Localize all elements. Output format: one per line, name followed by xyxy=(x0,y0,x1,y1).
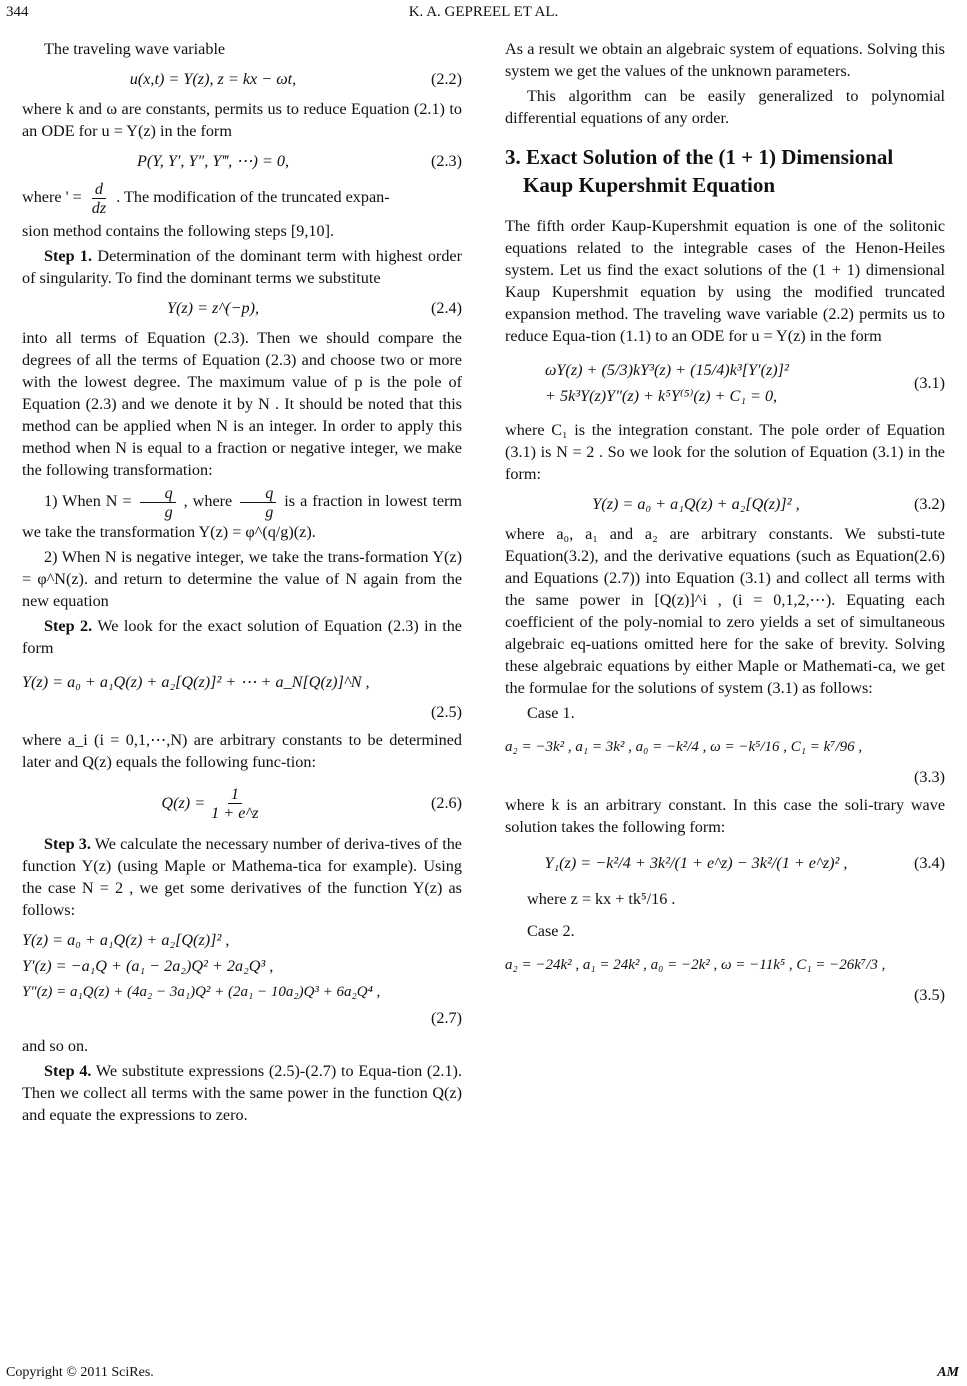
equation-body: a₂ = −24k² , a₁ = 24k² , a₀ = −2k² , ω = −11k⁵ , C₁ = −26k⁷/3 , xyxy=(505,957,886,973)
paragraph xyxy=(22,833,462,921)
numerator: q xyxy=(140,484,176,503)
step-label: Step 4. xyxy=(44,1062,92,1080)
numerator: 1 xyxy=(228,785,242,804)
numerator: d xyxy=(92,180,106,199)
paragraph xyxy=(22,1060,462,1126)
paragraph: where a₀, a₁ and a₂ are arbitrary constants. We substi-tute Equation(3.2), and the derivative equations (such as Equation(2.6) and Equations (2.7)) into Equation (3.1) and collect all terms with the same power in [Q(z)]^i , (i = 0,1,2,⋯). Equating each coefficient of the poly-nomial to zero yields a set of simultaneous algebraic eq-uations omitted here for the sake of brevity. Solving these algebraic equations by either Maple or Mathemati-ca, we get the formulae for the solutions of system (3.1) as follows: xyxy=(505,525,945,697)
equation-number: (3.2) xyxy=(913,495,945,513)
fraction xyxy=(208,785,261,822)
text-span: We look for the exact solution of Equation (2.3) in the form xyxy=(22,617,462,657)
paragraph xyxy=(22,615,462,659)
fraction xyxy=(89,180,109,217)
text-span: . The modification of the truncated expan- xyxy=(116,188,390,207)
paragraph xyxy=(22,245,462,289)
equation-2-3 xyxy=(22,150,462,172)
paragraph: The traveling wave variable xyxy=(44,40,226,58)
equation-3-1 xyxy=(505,357,945,409)
left-column xyxy=(22,38,462,1129)
equation-number: (2.6) xyxy=(430,794,462,812)
equation-line: + 5k³Y(z)Y″(z) + k⁵Y⁽⁵⁾(z) + C₁ = 0, xyxy=(545,387,778,405)
equation-2-5 xyxy=(22,671,462,693)
paragraph: 2) When N is negative integer, we take the trans-formation Y(z) = φ^N(z). and return to determine the value of N again from the new equation xyxy=(22,548,462,610)
equation-number: (3.5) xyxy=(913,986,945,1004)
equation-line: Y′(z) = −a₁Q + (a₁ − 2a₂)Q² + 2a₂Q³ , xyxy=(22,957,274,975)
text-span: We calculate the necessary number of deriva-tives of the function Y(z) (using Maple or Mathema-tica for example). Using the case N = 2 , we get some derivatives of the function Y(z) as follows: xyxy=(22,835,462,919)
equation-line: ωY(z) + (5/3)kY³(z) + (15/4)k³[Y′(z)]² xyxy=(545,361,789,379)
equation-number: (3.1) xyxy=(913,374,945,392)
paragraph: This algorithm can be easily generalized to polynomial differential equations of any order. xyxy=(505,87,945,127)
right-column xyxy=(505,38,945,1012)
section-heading: 3. Exact Solution of the (1 + 1) Dimensional Kaup Kupershmit Equation xyxy=(505,145,894,197)
fraction xyxy=(140,484,176,521)
step-label: Step 3. xyxy=(44,835,91,853)
equation-line: Y″(z) = a₁Q(z) + (4a₂ − 3a₁)Q² + (2a₁ − 10a₂)Q³ + 6a₂Q⁴ , xyxy=(22,984,381,1000)
equation-body: Y(z) = a₀ + a₁Q(z) + a₂[Q(z)]² + ⋯ + a_N[Q(z)]^N , xyxy=(22,673,370,691)
paragraph: into all terms of Equation (2.3). Then we should compare the degrees of all the terms of Equation (2.3) and choose two or more with the lowest degree. The maximum value of p is the pole of Equation (2.3) and we denote it by N . It should be noted that this method can be applied when N is an integer. In order to apply this method when N is equal to a fraction or negative integer, we make the following transformation: xyxy=(22,329,462,479)
paragraph: where a_i (i = 0,1,⋯,N) are arbitrary constants to be determined later and Q(z) equals the following func-tion: xyxy=(22,731,462,771)
text-span: 1) When N = xyxy=(44,492,132,511)
equation-3-4 xyxy=(505,852,945,874)
page-number: 344 xyxy=(6,4,29,20)
paragraph: The fifth order Kaup-Kupershmit equation is one of the solitonic equations related to the integrable cases of the Henon-Heiles system. Let us find the exact solutions of the (1 + 1) dimensional Kaup Kupershmit equation by using the modified truncated expansion method. The traveling wave variable (2.2) permits us to reduce Equa-tion (1.1) to an ODE for u = Y(z) in the form xyxy=(505,217,945,345)
denominator: g xyxy=(164,503,173,521)
paragraph: sion method contains the following steps [9,10]. xyxy=(22,222,335,240)
paragraph: where z = kx + tk⁵/16 . xyxy=(527,890,676,908)
equation-3-3 xyxy=(505,736,945,758)
equation-2-4 xyxy=(22,297,462,319)
denominator: 1 + e^z xyxy=(211,803,259,822)
text-span: is a fraction in lowest term we take the transformation Y(z) = φ^(q/g)(z). xyxy=(22,492,463,541)
paragraph: where C₁ is the integration constant. The pole order of Equation (3.1) is N = 2 . So we look for the solution of Equation (3.1) in the form: xyxy=(505,421,945,483)
paragraph: As a result we obtain an algebraic system of equations. Solving this system we get the values of the unknown parameters. xyxy=(505,40,945,80)
step-label: Step 1. xyxy=(44,247,93,265)
equation-number: (3.3) xyxy=(913,768,945,786)
equation-2-7 xyxy=(22,927,462,1005)
paragraph: and so on. xyxy=(22,1037,89,1055)
equation-body: a₂ = −3k² , a₁ = 3k² , a₀ = −k²/4 , ω = −k⁵/16 , C₁ = k⁷/96 , xyxy=(505,739,863,755)
equation-2-6 xyxy=(22,781,462,825)
paragraph xyxy=(22,180,462,217)
text-span: We substitute expressions (2.5)-(2.7) to Equa-tion (2.1). Then we collect all terms with the same power in the function Q(z) and equate the expressions to zero. xyxy=(22,1062,462,1124)
paragraph: Case 1. xyxy=(527,704,575,722)
denominator: dz xyxy=(91,199,107,217)
equation-body: P(Y, Y′, Y″, Y‴, ⋯) = 0, xyxy=(137,152,289,170)
running-title: K. A. GEPREEL ET AL. xyxy=(408,4,559,20)
equation-line: Y(z) = a₀ + a₁Q(z) + a₂[Q(z)]² , xyxy=(22,931,230,949)
paragraph xyxy=(22,484,462,543)
equation-3-2 xyxy=(505,493,945,515)
denominator: g xyxy=(265,503,274,521)
equation-number: (2.4) xyxy=(430,299,462,317)
equation-number: (2.3) xyxy=(430,152,462,170)
equation-lhs: Q(z) = xyxy=(161,794,206,812)
equation-body: Y(z) = z^(−p), xyxy=(166,299,260,317)
equation-2-2 xyxy=(22,68,462,90)
text-span: , where xyxy=(183,492,233,511)
text-span: where ' = xyxy=(22,188,82,207)
equation-number: (2.5) xyxy=(430,703,462,721)
equation-number: (2.2) xyxy=(430,70,462,88)
paragraph: where k is an arbitrary constant. In this case the soli-trary wave solution takes the following form: xyxy=(505,796,945,836)
copyright: Copyright © 2011 SciRes. xyxy=(6,1365,154,1380)
equation-number: (2.7) xyxy=(430,1009,462,1027)
equation-body: Y(z) = a₀ + a₁Q(z) + a₂[Q(z)]² , xyxy=(592,495,800,513)
paragraph: Case 2. xyxy=(527,922,575,940)
equation-body: u(x,t) = Y(z), z = kx − ωt, xyxy=(129,70,297,88)
equation-3-5 xyxy=(505,954,945,976)
journal-abbrev: AM xyxy=(937,1365,959,1380)
step-label: Step 2. xyxy=(44,617,93,635)
paragraph: where k and ω are constants, permits us to reduce Equation (2.1) to an ODE for u = Y(z) in the form xyxy=(22,100,462,140)
equation-body: Y₁(z) = −k²/4 + 3k²/(1 + e^z) − 3k²/(1 + e^z)² , xyxy=(544,854,848,872)
fraction xyxy=(240,484,276,521)
text-span: Determination of the dominant term with highest order of singularity. To find the dominant terms we substitute xyxy=(22,247,462,287)
numerator: q xyxy=(240,484,276,503)
equation-number: (3.4) xyxy=(913,854,945,872)
